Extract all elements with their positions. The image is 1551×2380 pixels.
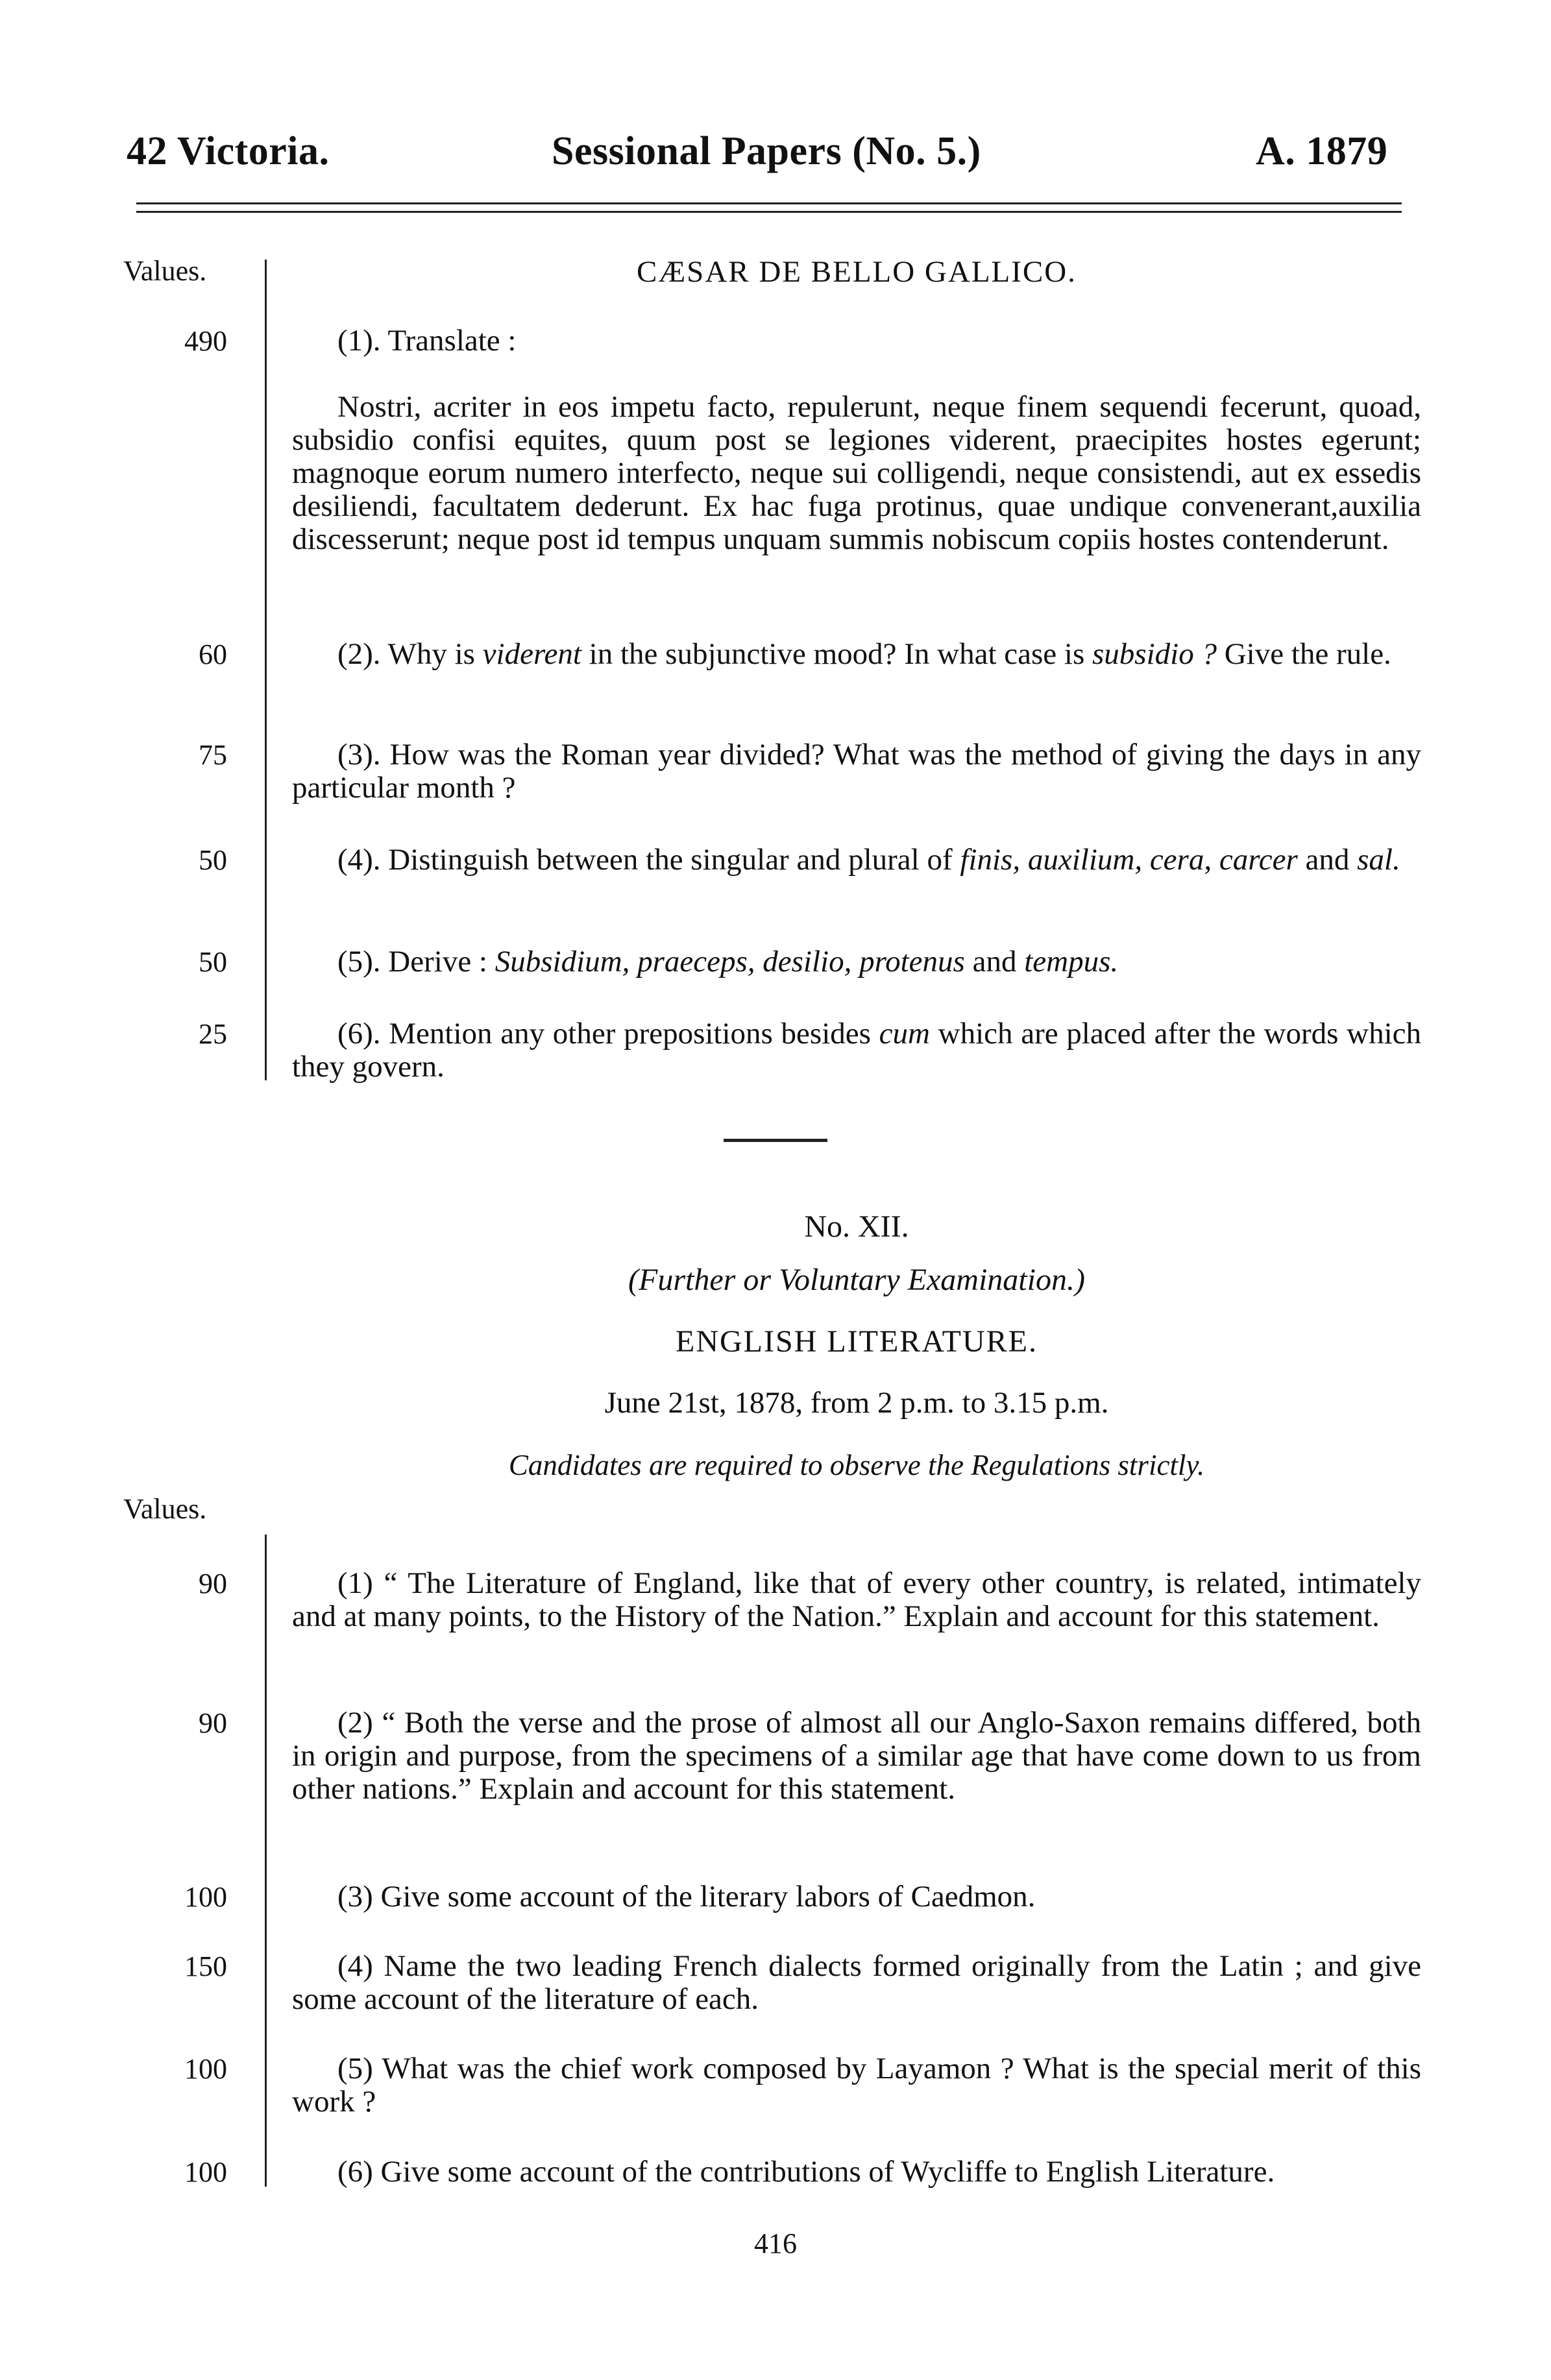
q2-em2: subsidio ? [1092,637,1217,671]
values-divider-english [265,1535,267,2187]
exam-subtitle: (Further or Voluntary Examination.) [628,1263,1085,1297]
q5-em2: tempus. [1024,945,1119,978]
q6-em1: cum [879,1017,930,1050]
passage-text: Nostri, acriter in eos impetu facto, repulerunt, neque finem sequendi fecerunt, quoad, subsidio confisi equites, quum post se legiones viderent, praecipites hostes egerunt; magnoque eorum numero interfecto, neque sui colligendi, neque consistendi, aut ex essedis desiliendi, facultatem dederunt. Ex hac fuga protinus, quae undique convenerant,auxilia discesserunt; neque post id tempus unquam summis nobiscum copiis hostes contenderunt. [292,390,1421,556]
header-rule-bottom [136,211,1402,213]
header-left: 42 Victoria. [127,129,330,173]
q4-prefix: (4). Distinguish between the singular and plural of [337,843,960,877]
exam-title: ENGLISH LITERATURE. [676,1324,1038,1359]
q6-suffix: which are placed after the words which they govern. [292,1017,1421,1084]
q4-em1: finis, auxilium, cera, carcer [960,843,1298,877]
eng-q2 [292,1706,1421,1806]
values-divider-caesar [265,260,267,1080]
value-q5: 50 [199,946,227,978]
value-eng-q6: 100 [184,2156,227,2188]
q2-mid: in the subjunctive mood? In what case is [581,637,1092,671]
value-eng-q5: 100 [184,2053,227,2085]
eng-q3 [292,1880,1421,1913]
q4-em2: sal. [1357,843,1400,877]
q6-prefix: (6). Mention any other prepositions besides [337,1017,879,1050]
q4-mid: and [1297,843,1358,877]
value-eng-q4: 150 [184,1950,227,1982]
value-q4: 50 [199,844,227,876]
eng-q2-text: (2) “ Both the verse and the prose of almost all our Anglo-Saxon remains differed, both in origin and purpose, from the specimens of a similar age that have come down to us from other nations.” Explain and account for this statement. [292,1706,1421,1806]
caesar-q6 [292,1017,1421,1084]
caesar-title: CÆSAR DE BELLO GALLICO. [637,255,1077,289]
caesar-q1-label: (1). Translate : [337,324,517,358]
header-rule-top [136,202,1402,204]
value-q3: 75 [199,739,227,771]
caesar-passage [292,391,1421,556]
eng-q6-text: (6) Give some account of the contributions of Wycliffe to English Literature. [337,2155,1275,2189]
values-heading-english: Values. [123,1493,207,1525]
caesar-q3 [292,738,1421,805]
value-q6: 25 [199,1018,227,1050]
exam-number: No. XII. [804,1209,909,1244]
eng-q4-text: (4) Name the two leading French dialects formed originally from the Latin ; and give some account of the literature of each. [292,1949,1421,2016]
q2-suffix: Give the rule. [1216,637,1391,671]
eng-q6 [292,2155,1421,2189]
header-right: A. 1879 [1256,129,1388,173]
q2-em1: viderent [482,637,581,671]
q5-prefix: (5). Derive : [337,945,495,978]
q3-text: (3). How was the Roman year divided? What was the method of giving the days in any particular month ? [292,738,1421,805]
exam-instruction: Candidates are required to observe the Regulations strictly. [508,1449,1205,1481]
eng-q5 [292,2052,1421,2119]
eng-q4 [292,1950,1421,2016]
caesar-q4 [292,844,1421,877]
values-heading-caesar: Values. [123,255,207,287]
value-eng-q1: 90 [199,1568,227,1599]
value-q2: 60 [199,638,227,670]
value-q1: 490 [184,325,227,357]
eng-q1-text: (1) “ The Literature of England, like that of every other country, is related, intimately and at many points, to the History of the Nation.” Explain and account for this statement. [292,1566,1421,1633]
eng-q5-text: (5) What was the chief work composed by Layamon ? What is the special merit of this work ? [292,2052,1421,2119]
eng-q1 [292,1567,1421,1633]
caesar-q5 [292,945,1421,978]
value-eng-q3: 100 [184,1881,227,1913]
q5-mid: and [964,945,1025,978]
eng-q3-text: (3) Give some account of the literary labors of Caedmon. [337,1880,1036,1913]
exam-date: June 21st, 1878, from 2 p.m. to 3.15 p.m. [604,1386,1109,1420]
section-divider [724,1139,827,1142]
value-eng-q2: 90 [199,1707,227,1739]
q5-em1: Subsidium, praeceps, desilio, protenus [495,945,965,978]
page-number: 416 [754,2228,797,2259]
q2-prefix: (2). Why is [337,637,483,671]
caesar-q2 [292,638,1421,671]
header-center: Sessional Papers (No. 5.) [552,129,981,173]
